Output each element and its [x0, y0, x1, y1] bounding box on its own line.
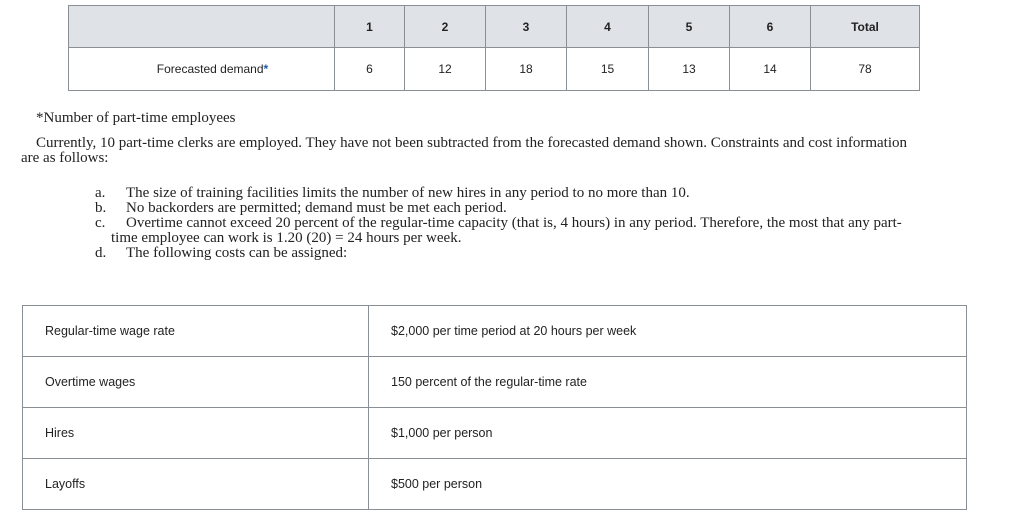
demand-value: 14	[730, 48, 811, 91]
table-row	[23, 408, 967, 459]
cost-item: Layoffs	[23, 459, 369, 510]
list-letter: d.	[95, 245, 107, 261]
list-text: The size of training facilities limits the number of new hires in any period to no more than 10.	[126, 185, 690, 201]
list-item	[95, 201, 995, 216]
table-row	[23, 459, 967, 510]
cost-value: $500 per person	[369, 459, 967, 510]
row-label: Forecasted demand	[156, 62, 264, 76]
demand-row-label-cell	[69, 48, 335, 91]
list-item-cont: time employee can work is 1.20 (20) = 24 hours per week.	[111, 230, 462, 246]
demand-table	[68, 5, 920, 91]
cost-item: Regular-time wage rate	[23, 306, 369, 357]
cost-table	[22, 305, 967, 510]
period-header: 4	[567, 6, 649, 48]
table-row	[23, 357, 967, 408]
cost-value: $2,000 per time period at 20 hours per week	[369, 306, 967, 357]
list-text: Overtime cannot exceed 20 percent of the regular-time capacity (that is, 4 hours) in any period. Therefore, the most that any part-	[126, 215, 902, 231]
intro-paragraph	[21, 136, 1001, 166]
period-header: 6	[730, 6, 811, 48]
cost-item: Overtime wages	[23, 357, 369, 408]
list-item	[95, 246, 995, 261]
list-letter: b.	[95, 200, 107, 216]
cost-value: $1,000 per person	[369, 408, 967, 459]
period-header: 2	[405, 6, 486, 48]
period-header: 3	[486, 6, 567, 48]
total-header: Total	[811, 6, 920, 48]
demand-value: 15	[567, 48, 649, 91]
list-letter: c.	[95, 215, 106, 231]
constraints-list	[95, 186, 995, 261]
footnote: *Number of part-time employees	[36, 110, 236, 126]
list-item	[95, 186, 995, 201]
header-blank-cell	[69, 6, 335, 48]
table-row	[23, 306, 967, 357]
list-text: The following costs can be assigned:	[126, 245, 348, 261]
list-item	[95, 216, 995, 231]
list-letter: a.	[95, 185, 106, 201]
demand-value: 12	[405, 48, 486, 91]
period-header: 5	[649, 6, 730, 48]
demand-value: 6	[335, 48, 405, 91]
period-header: 1	[335, 6, 405, 48]
list-text: No backorders are permitted; demand must be met each period.	[126, 200, 507, 216]
paragraph-line: Currently, 10 part-time clerks are employed. They have not been subtracted from the forecasted demand shown. Constraints and cost information	[36, 135, 907, 151]
cost-item: Hires	[23, 408, 369, 459]
demand-header-row	[69, 6, 920, 48]
demand-value: 13	[649, 48, 730, 91]
demand-row	[69, 48, 920, 91]
paragraph-line-cont: are as follows:	[21, 150, 109, 166]
demand-value: 18	[486, 48, 567, 91]
footnote-marker: *	[263, 62, 269, 76]
demand-total: 78	[811, 48, 920, 91]
cost-value: 150 percent of the regular-time rate	[369, 357, 967, 408]
